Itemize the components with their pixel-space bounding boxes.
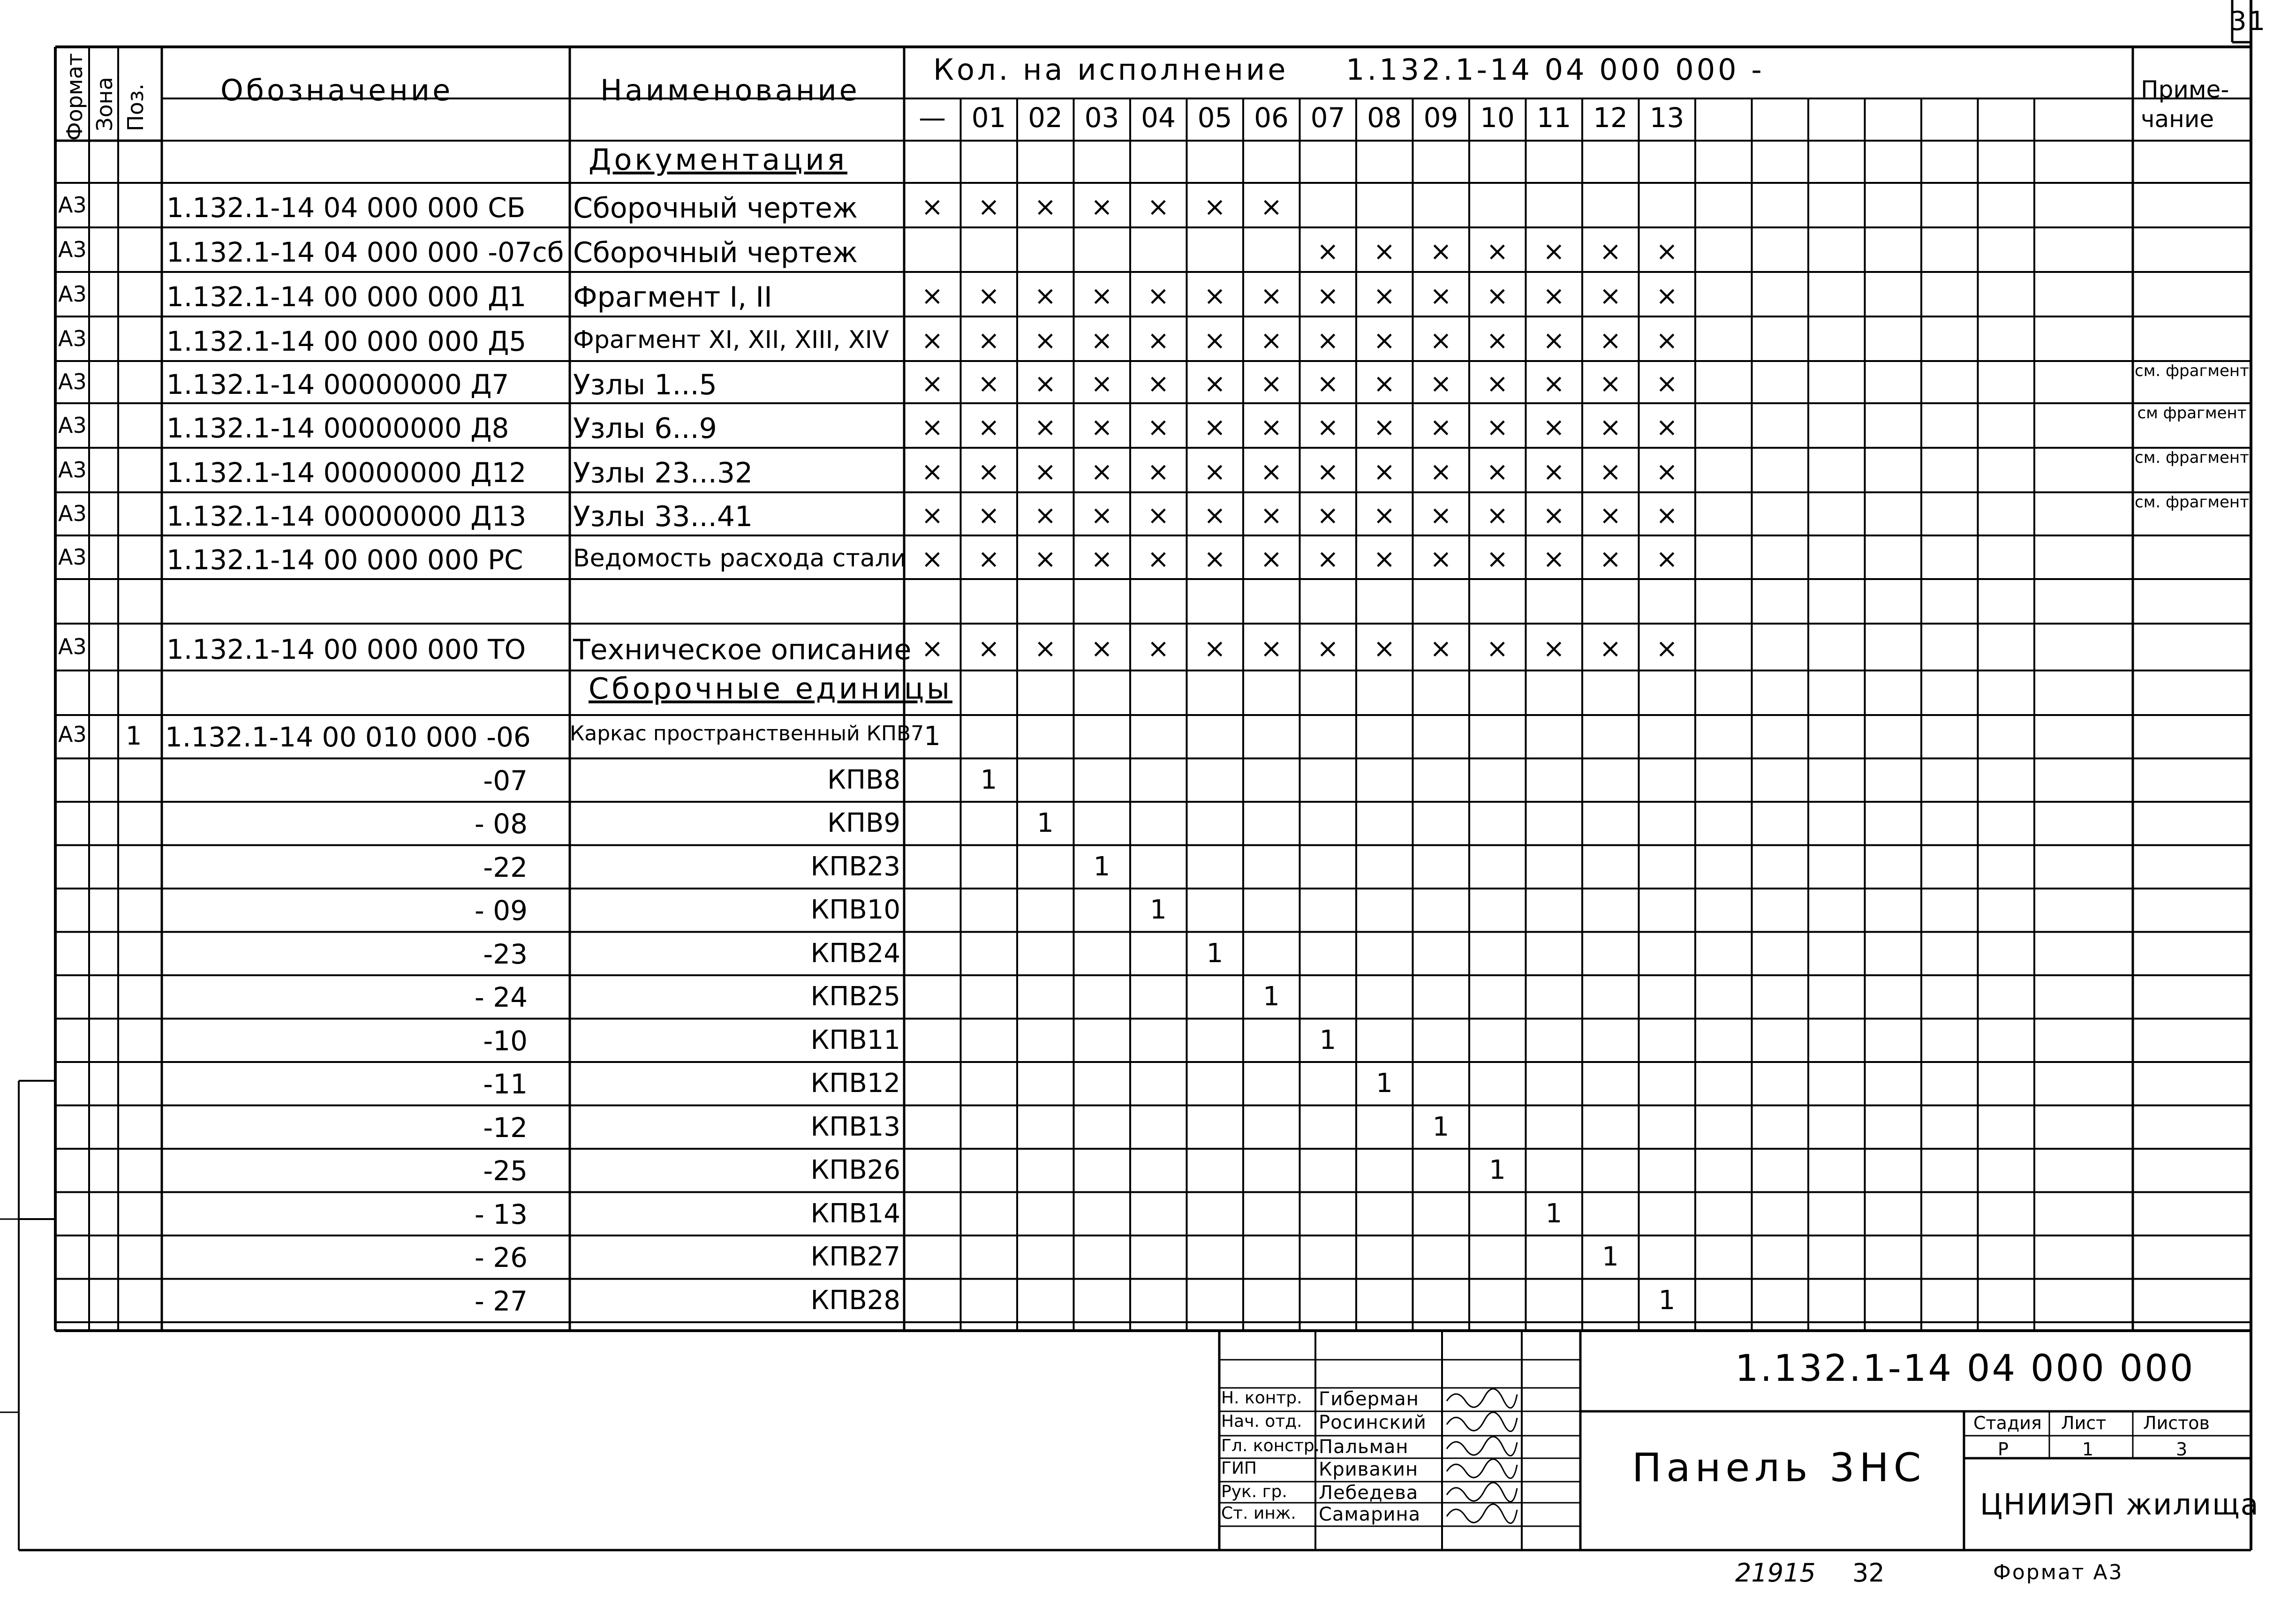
qty-mark: × xyxy=(1373,280,1396,311)
row-designation: 1.132.1-14 00 000 000 Д1 xyxy=(166,280,527,313)
asm-name: КПВ14 xyxy=(810,1198,900,1229)
qty-mark: × xyxy=(978,369,1000,399)
qty-mark: × xyxy=(1656,456,1678,487)
qty-mark: × xyxy=(1430,325,1452,356)
qty-mark: × xyxy=(1543,456,1565,487)
qty-mark: × xyxy=(1430,500,1452,531)
qty-mark: × xyxy=(1091,543,1113,574)
row-designation: 1.132.1-14 00 000 000 Д5 xyxy=(166,325,527,357)
row-name: Фрагмент I, II xyxy=(573,280,772,314)
sheet-value: 1 xyxy=(2082,1439,2094,1460)
asm-qty: 1 xyxy=(980,764,997,795)
qty-mark: × xyxy=(1656,369,1678,399)
row-format: А3 xyxy=(58,544,87,570)
qty-mark: × xyxy=(1204,500,1226,531)
asm-qty: 1 xyxy=(1263,981,1280,1012)
variant-label: 10 xyxy=(1480,102,1515,134)
footer-page: 32 xyxy=(1852,1558,1885,1588)
asm-qty: 1 xyxy=(1093,851,1110,882)
qty-mark: × xyxy=(1204,412,1226,443)
qty-mark: × xyxy=(1317,456,1339,487)
tb-role: ГИП xyxy=(1221,1459,1257,1478)
signature xyxy=(1447,1504,1517,1523)
row-name: Узлы 1...5 xyxy=(573,369,717,401)
section-documentation: Документация xyxy=(589,143,847,177)
note-column-label: Приме- чание xyxy=(2141,76,2229,133)
asm-name: КПВ9 xyxy=(827,808,900,838)
qty-mark: × xyxy=(1260,191,1283,222)
qty-mark: × xyxy=(1656,500,1678,531)
qty-mark: × xyxy=(1204,191,1226,222)
sheets-value: 3 xyxy=(2176,1439,2188,1460)
qty-mark: × xyxy=(1486,633,1509,664)
qty-mark: × xyxy=(1656,236,1678,267)
asm-name: КПВ27 xyxy=(810,1242,900,1272)
asm-qty: 1 xyxy=(1376,1068,1393,1099)
qty-mark: × xyxy=(1091,280,1113,311)
asm-designation: -12 xyxy=(483,1111,528,1144)
qty-mark: × xyxy=(1260,633,1283,664)
asm-designation: -10 xyxy=(483,1024,528,1057)
qty-mark: × xyxy=(1034,543,1057,574)
row-format: А3 xyxy=(58,192,87,218)
qty-mark: × xyxy=(1260,456,1283,487)
asm-qty: 1 xyxy=(1432,1111,1450,1142)
qty-mark: × xyxy=(1430,633,1452,664)
qty-mark: × xyxy=(1091,500,1113,531)
qty-mark: × xyxy=(1373,633,1396,664)
qty-mark: × xyxy=(1430,369,1452,399)
asm-qty: 1 xyxy=(924,721,941,752)
qty-mark: × xyxy=(1147,633,1170,664)
section-assembly-units: Сборочные единицы xyxy=(589,671,953,706)
qty-mark: × xyxy=(1543,500,1565,531)
row-format: А3 xyxy=(58,369,87,394)
qty-mark: × xyxy=(921,191,944,222)
page-number: 31 xyxy=(2230,6,2267,37)
title-block-title: Панель 3НС xyxy=(1632,1445,1926,1491)
variant-label: 06 xyxy=(1254,102,1289,134)
qty-mark: × xyxy=(1317,236,1339,267)
asm-qty: 1 xyxy=(1037,808,1054,838)
sheets-label: Листов xyxy=(2143,1413,2210,1433)
asm-qty: 1 xyxy=(1489,1155,1506,1185)
qty-mark: × xyxy=(1204,325,1226,356)
row-note: см. фрагмент xyxy=(2135,362,2249,380)
qty-mark: × xyxy=(1147,280,1170,311)
asm-designation: -07 xyxy=(483,764,528,797)
variant-label: 05 xyxy=(1197,102,1232,134)
qty-mark: × xyxy=(1599,412,1622,443)
title-block-code: 1.132.1-14 04 000 000 xyxy=(1735,1348,2195,1390)
row-designation: 1.132.1-14 00000000 Д12 xyxy=(166,456,527,489)
row-format: А3 xyxy=(58,634,87,659)
qty-mark: × xyxy=(1373,543,1396,574)
series-code: 1.132.1-14 04 000 000 - xyxy=(1346,53,1765,87)
name-column-label: Наименование xyxy=(600,73,860,107)
row-name: Узлы 23...32 xyxy=(573,456,753,490)
row-name: Узлы 33...41 xyxy=(573,500,753,533)
row-designation: 1.132.1-14 00 000 000 ТО xyxy=(166,633,526,665)
row-name: Ведомость расхода стали xyxy=(573,544,906,573)
qty-mark: × xyxy=(1486,543,1509,574)
signature xyxy=(1447,1483,1517,1502)
variant-label: 07 xyxy=(1310,102,1345,134)
asm-qty: 1 xyxy=(1206,938,1224,969)
qty-mark: × xyxy=(1204,456,1226,487)
variant-label: 04 xyxy=(1141,102,1176,134)
tb-name: Гиберман xyxy=(1319,1388,1419,1410)
asm-name: КПВ10 xyxy=(810,895,900,925)
qty-mark: × xyxy=(1373,412,1396,443)
tb-role: Нач. отд. xyxy=(1221,1412,1302,1431)
asm-designation: - 24 xyxy=(474,981,528,1013)
asm-name: КПВ11 xyxy=(810,1024,900,1055)
row-name: Техническое описание xyxy=(573,633,912,666)
qty-mark: × xyxy=(1430,456,1452,487)
variant-label: — xyxy=(919,102,946,134)
variant-label: 08 xyxy=(1367,102,1402,134)
qty-mark: × xyxy=(921,456,944,487)
row-format: А3 xyxy=(58,501,87,526)
qty-mark: × xyxy=(1034,633,1057,664)
asm-designation: -25 xyxy=(483,1155,528,1187)
row-note: см. фрагмент xyxy=(2135,448,2249,467)
asm-name: КПВ12 xyxy=(810,1068,900,1099)
qty-mark: × xyxy=(1599,500,1622,531)
sheet-label: Лист xyxy=(2061,1413,2107,1433)
qty-label: Кол. на исполнение xyxy=(933,53,1289,87)
qty-mark: × xyxy=(1091,456,1113,487)
qty-mark: × xyxy=(1147,500,1170,531)
qty-mark: × xyxy=(921,633,944,664)
qty-mark: × xyxy=(1656,280,1678,311)
row-format: А3 xyxy=(58,457,87,482)
qty-mark: × xyxy=(1034,191,1057,222)
qty-mark: × xyxy=(978,191,1000,222)
row-designation: 1.132.1-14 00 000 000 РС xyxy=(166,543,523,576)
stage-label: Стадия xyxy=(1973,1413,2042,1433)
qty-mark: × xyxy=(1486,325,1509,356)
qty-mark: × xyxy=(1260,543,1283,574)
qty-mark: × xyxy=(1543,280,1565,311)
asm-designation: - 09 xyxy=(474,895,528,927)
asm-designation: -22 xyxy=(483,851,528,883)
qty-mark: × xyxy=(978,280,1000,311)
asm-qty: 1 xyxy=(1150,895,1167,925)
tb-name: Кривакин xyxy=(1319,1459,1419,1480)
qty-mark: × xyxy=(1260,280,1283,311)
qty-mark: × xyxy=(1486,236,1509,267)
qty-mark: × xyxy=(1147,369,1170,399)
variant-label: 09 xyxy=(1423,102,1458,134)
qty-mark: × xyxy=(1091,633,1113,664)
qty-mark: × xyxy=(921,369,944,399)
inventory-number: 21915 xyxy=(1735,1558,1816,1588)
asm-designation: 1.132.1-14 00 010 000 -06 xyxy=(165,721,531,753)
organization: ЦНИИЭП жилища xyxy=(1980,1487,2259,1522)
qty-mark: × xyxy=(1204,280,1226,311)
asm-name: Каркас пространственный КПВ7 xyxy=(570,722,924,746)
qty-mark: × xyxy=(1430,412,1452,443)
qty-mark: × xyxy=(1034,412,1057,443)
tb-role: Гл. констр. xyxy=(1221,1436,1320,1455)
variant-label: 02 xyxy=(1028,102,1063,134)
row-name: Сборочный чертеж xyxy=(573,236,858,269)
asm-name: КПВ28 xyxy=(810,1285,900,1316)
row-format: А3 xyxy=(58,281,87,307)
tb-role: Н. контр. xyxy=(1221,1388,1302,1408)
tb-role: Рук. гр. xyxy=(1221,1482,1287,1501)
qty-mark: × xyxy=(1317,500,1339,531)
qty-mark: × xyxy=(1486,412,1509,443)
qty-mark: × xyxy=(1656,325,1678,356)
qty-mark: × xyxy=(1147,191,1170,222)
qty-mark: × xyxy=(1317,369,1339,399)
qty-mark: × xyxy=(1034,500,1057,531)
asm-qty: 1 xyxy=(1545,1198,1563,1229)
signature xyxy=(1447,1389,1517,1408)
asm-name: КПВ24 xyxy=(810,938,900,969)
signature xyxy=(1447,1412,1517,1431)
qty-mark: × xyxy=(1543,325,1565,356)
qty-mark: × xyxy=(1317,412,1339,443)
zone-column-label: Зона xyxy=(92,77,117,131)
qty-mark: × xyxy=(921,500,944,531)
qty-mark: × xyxy=(1373,456,1396,487)
qty-mark: × xyxy=(1599,325,1622,356)
qty-mark: × xyxy=(978,500,1000,531)
asm-designation: -23 xyxy=(483,938,528,970)
variant-label: 01 xyxy=(971,102,1006,134)
row-name: Фрагмент XI, XII, XIII, XIV xyxy=(573,325,889,354)
qty-mark: × xyxy=(1373,325,1396,356)
qty-mark: × xyxy=(1204,369,1226,399)
qty-mark: × xyxy=(1486,280,1509,311)
qty-mark: × xyxy=(1430,236,1452,267)
qty-mark: × xyxy=(921,280,944,311)
qty-mark: × xyxy=(1091,412,1113,443)
qty-mark: × xyxy=(1486,369,1509,399)
qty-mark: × xyxy=(1599,369,1622,399)
qty-mark: × xyxy=(1317,280,1339,311)
qty-mark: × xyxy=(1317,633,1339,664)
qty-mark: × xyxy=(1486,500,1509,531)
asm-designation: - 27 xyxy=(474,1285,528,1317)
asm-name: КПВ25 xyxy=(810,981,900,1012)
format-column-label: Формат xyxy=(62,53,87,141)
designation-column-label: Обозначение xyxy=(220,73,453,107)
qty-mark: × xyxy=(1204,633,1226,664)
qty-mark: × xyxy=(978,543,1000,574)
qty-mark: × xyxy=(1260,412,1283,443)
qty-mark: × xyxy=(1147,456,1170,487)
pos-column-label: Поз. xyxy=(123,83,148,131)
qty-mark: × xyxy=(1656,633,1678,664)
variant-label: 12 xyxy=(1593,102,1628,134)
qty-mark: × xyxy=(1599,543,1622,574)
qty-mark: × xyxy=(1543,236,1565,267)
qty-mark: × xyxy=(1599,280,1622,311)
qty-mark: × xyxy=(1373,369,1396,399)
row-designation: 1.132.1-14 00000000 Д7 xyxy=(166,369,509,400)
stage-value: Р xyxy=(1998,1439,2009,1460)
qty-mark: × xyxy=(978,412,1000,443)
qty-mark: × xyxy=(1543,412,1565,443)
variant-label: 11 xyxy=(1536,102,1571,134)
asm-pos: 1 xyxy=(126,721,142,751)
qty-mark: × xyxy=(1091,325,1113,356)
qty-mark: × xyxy=(1091,191,1113,222)
qty-mark: × xyxy=(1430,543,1452,574)
qty-mark: × xyxy=(1260,325,1283,356)
row-designation: 1.132.1-14 04 000 000 -07сб xyxy=(166,236,564,268)
tb-name: Лебедева xyxy=(1319,1482,1419,1504)
row-note: см фрагмент xyxy=(2137,404,2247,422)
row-designation: 1.132.1-14 00000000 Д8 xyxy=(166,412,509,444)
qty-mark: × xyxy=(978,456,1000,487)
asm-qty: 1 xyxy=(1602,1242,1619,1272)
qty-mark: × xyxy=(978,325,1000,356)
asm-designation: -11 xyxy=(483,1068,528,1100)
footer-format: Формат А3 xyxy=(1993,1560,2123,1584)
qty-mark: × xyxy=(1543,633,1565,664)
tb-role: Ст. инж. xyxy=(1221,1504,1296,1523)
qty-mark: × xyxy=(921,543,944,574)
row-designation: 1.132.1-14 04 000 000 СБ xyxy=(166,191,526,224)
asm-name: КПВ8 xyxy=(827,764,900,795)
qty-mark: × xyxy=(1317,325,1339,356)
row-format: А3 xyxy=(58,412,87,438)
asm-designation: - 13 xyxy=(474,1198,528,1230)
qty-mark: × xyxy=(1147,325,1170,356)
qty-mark: × xyxy=(1034,325,1057,356)
qty-mark: × xyxy=(1204,543,1226,574)
qty-mark: × xyxy=(1034,456,1057,487)
qty-mark: × xyxy=(1034,280,1057,311)
row-format: А3 xyxy=(58,325,87,351)
qty-mark: × xyxy=(1656,412,1678,443)
qty-mark: × xyxy=(1599,633,1622,664)
variant-label: 13 xyxy=(1649,102,1684,134)
qty-mark: × xyxy=(1430,280,1452,311)
row-name: Узлы 6...9 xyxy=(573,412,717,445)
qty-mark: × xyxy=(1147,543,1170,574)
asm-designation: - 26 xyxy=(474,1242,528,1273)
asm-designation: - 08 xyxy=(474,808,528,840)
qty-mark: × xyxy=(1260,369,1283,399)
row-format: А3 xyxy=(58,236,87,262)
signature xyxy=(1447,1437,1517,1456)
asm-name: КПВ23 xyxy=(810,851,900,882)
tb-name: Росинский xyxy=(1319,1412,1427,1433)
asm-name: КПВ13 xyxy=(810,1111,900,1142)
qty-mark: × xyxy=(921,325,944,356)
qty-mark: × xyxy=(1486,456,1509,487)
qty-mark: × xyxy=(1543,543,1565,574)
asm-qty: 1 xyxy=(1658,1285,1676,1316)
asm-qty: 1 xyxy=(1319,1024,1337,1055)
qty-mark: × xyxy=(1034,369,1057,399)
qty-mark: × xyxy=(1091,369,1113,399)
row-note: см. фрагмент xyxy=(2135,493,2249,512)
qty-mark: × xyxy=(1147,412,1170,443)
asm-name: КПВ26 xyxy=(810,1155,900,1185)
qty-mark: × xyxy=(1373,236,1396,267)
signature xyxy=(1447,1459,1517,1478)
variant-label: 03 xyxy=(1084,102,1119,134)
qty-mark: × xyxy=(1599,236,1622,267)
qty-mark: × xyxy=(1260,500,1283,531)
row-designation: 1.132.1-14 00000000 Д13 xyxy=(166,500,527,532)
asm-format: А3 xyxy=(58,722,87,747)
qty-mark: × xyxy=(1656,543,1678,574)
qty-mark: × xyxy=(978,633,1000,664)
qty-mark: × xyxy=(1373,500,1396,531)
tb-name: Пальман xyxy=(1319,1436,1409,1458)
tb-name: Самарина xyxy=(1319,1504,1421,1525)
qty-mark: × xyxy=(1543,369,1565,399)
qty-mark: × xyxy=(1599,456,1622,487)
qty-mark: × xyxy=(921,412,944,443)
row-name: Сборочный чертеж xyxy=(573,191,858,225)
qty-mark: × xyxy=(1317,543,1339,574)
